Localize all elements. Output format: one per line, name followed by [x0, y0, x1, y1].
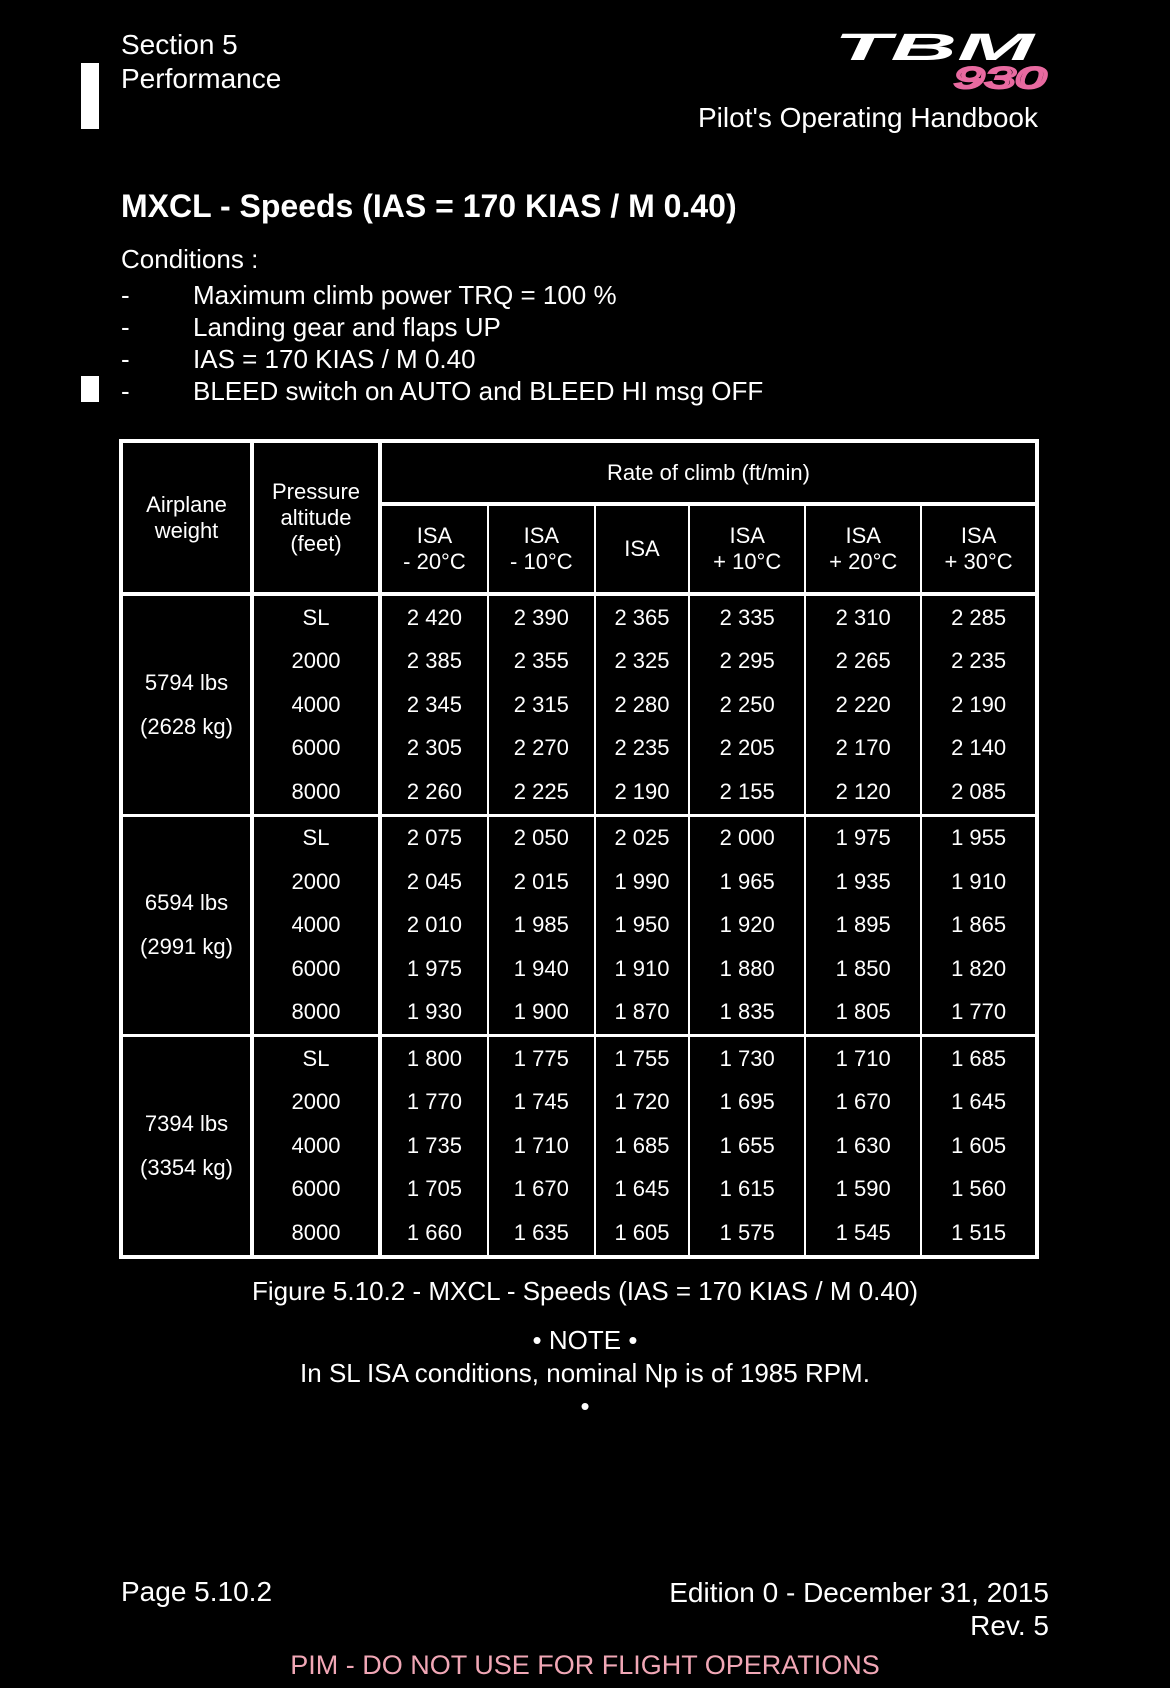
weight-column-header	[123, 443, 254, 596]
rate-cell: 1 695	[690, 1081, 806, 1125]
change-bar	[81, 63, 99, 129]
rate-cell: 1 930	[382, 991, 489, 1038]
rate-cell: 2 260	[382, 770, 489, 817]
rate-cell: 1 710	[489, 1124, 596, 1168]
rate-cell: 2 250	[690, 683, 806, 727]
header-line: ISA	[624, 536, 660, 561]
weight-cell	[123, 817, 254, 1038]
table-row	[123, 770, 1035, 817]
header-line: Airplane	[146, 491, 227, 517]
header-line: (feet)	[290, 530, 342, 556]
weight-line: (2991 kg)	[140, 934, 233, 960]
rate-cell: 1 655	[690, 1124, 806, 1168]
table-row	[123, 904, 1035, 948]
altitude-cell: 6000	[254, 727, 382, 771]
page-title: MXCL - Speeds (IAS = 170 KIAS / M 0.40)	[121, 188, 737, 224]
rate-cell: 2 075	[382, 817, 489, 861]
rate-cell: 1 560	[951, 1176, 1007, 1202]
rate-cell: 1 880	[690, 947, 806, 991]
isa-column-header	[922, 506, 1035, 596]
altitude-cell: SL	[254, 817, 382, 861]
rate-cell: 1 745	[489, 1081, 596, 1125]
rate-cell: 2 385	[382, 640, 489, 684]
page-number: Page 5.10.2	[121, 1576, 273, 1607]
header-line: ISA	[729, 523, 765, 548]
table-row	[123, 683, 1035, 727]
rate-cell: 1 985	[489, 904, 596, 948]
rate-cell: 1 775	[489, 1037, 596, 1081]
weight-line: (3354 kg)	[140, 1154, 233, 1180]
weight-cell	[123, 596, 254, 817]
rate-cell: 1 965	[690, 860, 806, 904]
rate-cell: 1 710	[806, 1037, 922, 1081]
weight-line: 5794 lbs	[144, 669, 229, 695]
header-line: ISA	[845, 523, 881, 548]
header-line: Pressure	[271, 478, 361, 504]
table-row	[123, 860, 1035, 904]
rate-cell: 1 630	[806, 1124, 922, 1168]
rate-cell: 2 205	[690, 727, 806, 771]
subsection-label: Performance	[121, 63, 282, 94]
rate-cell: 2 280	[596, 683, 690, 727]
table-row	[123, 991, 1035, 1038]
rate-cell: 1 975	[806, 817, 922, 861]
section-label: Section 5	[121, 29, 238, 60]
rate-cell: 2 010	[382, 904, 489, 948]
section-header	[121, 28, 281, 96]
weight-line: (2628 kg)	[140, 713, 233, 739]
condition-text: IAS = 170 KIAS / M 0.40	[193, 344, 476, 374]
header-line: - 20°C	[403, 549, 466, 574]
rate-cell: 2 050	[489, 817, 596, 861]
rate-cell: 2 305	[382, 727, 489, 771]
note-title: • NOTE •	[532, 1325, 638, 1355]
table-row	[123, 1081, 1035, 1125]
conditions-label: Conditions :	[121, 244, 259, 274]
altitude-cell: 8000	[254, 991, 382, 1038]
edition-info	[669, 1576, 1049, 1642]
rate-cell: 1 605	[596, 1211, 690, 1255]
altitude-cell: 4000	[254, 904, 382, 948]
altitude-cell: 2000	[254, 640, 382, 684]
note-text: In SL ISA conditions, nominal Np is of 1985 RPM.	[300, 1358, 870, 1388]
table-row	[123, 1168, 1035, 1212]
table-row	[123, 727, 1035, 771]
rate-cell: 2 190	[596, 770, 690, 817]
rate-cell: 1 670	[489, 1168, 596, 1212]
altitude-cell: SL	[254, 596, 382, 640]
rate-cell: 1 685	[596, 1124, 690, 1168]
rate-cell: 1 865	[951, 912, 1007, 938]
altitude-cell: 2000	[254, 1081, 382, 1125]
rate-cell: 2 345	[382, 683, 489, 727]
condition-item	[121, 279, 763, 311]
rate-cell: 1 870	[596, 991, 690, 1038]
rate-cell: 1 805	[806, 991, 922, 1038]
rate-cell: 1 730	[690, 1037, 806, 1081]
rate-cell: 1 820	[951, 955, 1007, 981]
header-line: + 30°C	[944, 549, 1013, 574]
weight-cell	[123, 1037, 254, 1255]
rate-cell: 2 170	[806, 727, 922, 771]
altitude-cell: 8000	[254, 1211, 382, 1255]
rate-cell: 1 660	[382, 1211, 489, 1255]
altitude-cell: SL	[254, 1037, 382, 1081]
rate-cell: 1 910	[596, 947, 690, 991]
rate-cell: 2 000	[690, 817, 806, 861]
revision: Rev. 5	[970, 1610, 1049, 1641]
rate-cell: 1 950	[596, 904, 690, 948]
rate-cell: 2 235	[951, 648, 1007, 674]
rate-cell: 1 590	[806, 1168, 922, 1212]
rate-cell: 1 940	[489, 947, 596, 991]
table-body	[123, 596, 1035, 1255]
rate-cell: 1 515	[951, 1219, 1007, 1245]
rate-cell: 2 270	[489, 727, 596, 771]
header-line: ISA	[960, 523, 997, 548]
rate-cell: 1 720	[596, 1081, 690, 1125]
isa-column-header	[596, 506, 690, 596]
rate-cell: 2 025	[596, 817, 690, 861]
edition-date: Edition 0 - December 31, 2015	[669, 1577, 1049, 1608]
rate-cell: 2 365	[596, 596, 690, 640]
table-row	[123, 1037, 1035, 1081]
condition-bullet: -	[121, 280, 130, 310]
pim-warning: PIM - DO NOT USE FOR FLIGHT OPERATIONS	[290, 1650, 880, 1680]
note-block	[0, 1324, 1170, 1423]
rate-cell: 1 770	[382, 1081, 489, 1125]
table-row	[123, 947, 1035, 991]
rate-cell: 1 645	[596, 1168, 690, 1212]
table-row	[123, 1211, 1035, 1255]
rate-cell: 2 045	[382, 860, 489, 904]
rate-cell: 2 235	[596, 727, 690, 771]
rate-cell: 2 225	[489, 770, 596, 817]
rate-of-climb-table	[119, 439, 1039, 1259]
rate-cell: 1 685	[951, 1045, 1007, 1071]
isa-column-header	[806, 506, 922, 596]
table-row	[123, 596, 1035, 640]
altitude-cell: 4000	[254, 683, 382, 727]
rate-cell: 2 155	[690, 770, 806, 817]
condition-item	[121, 375, 763, 407]
isa-column-header	[382, 506, 489, 596]
rate-cell: 2 265	[806, 640, 922, 684]
rate-cell: 2 315	[489, 683, 596, 727]
condition-text: Maximum climb power TRQ = 100 %	[193, 280, 617, 310]
rate-cell: 1 900	[489, 991, 596, 1038]
rate-cell: 2 190	[951, 691, 1007, 717]
conditions-block	[121, 244, 763, 407]
rate-cell: 2 355	[489, 640, 596, 684]
condition-bullet: -	[121, 312, 130, 342]
header-line: weight	[154, 517, 219, 543]
rate-cell: 1 615	[690, 1168, 806, 1212]
rate-cell: 1 755	[596, 1037, 690, 1081]
altitude-cell: 8000	[254, 770, 382, 817]
handbook-title: Pilot's Operating Handbook	[698, 102, 1038, 133]
condition-bullet: -	[121, 344, 130, 374]
table-header	[123, 443, 1035, 596]
rate-cell: 1 920	[690, 904, 806, 948]
weight-line: 7394 lbs	[144, 1110, 229, 1136]
figure-caption: Figure 5.10.2 - MXCL - Speeds (IAS = 170 KIAS / M 0.40)	[252, 1276, 918, 1306]
condition-item	[121, 311, 763, 343]
altitude-cell: 2000	[254, 860, 382, 904]
rate-cell: 1 705	[382, 1168, 489, 1212]
condition-bullet: -	[121, 376, 130, 406]
rate-cell: 1 605	[951, 1132, 1007, 1158]
rate-cell: 2 285	[951, 604, 1007, 630]
rate-cell: 1 835	[690, 991, 806, 1038]
altitude-cell: 6000	[254, 947, 382, 991]
rate-cell: 1 800	[382, 1037, 489, 1081]
rate-cell: 2 390	[489, 596, 596, 640]
rate-of-climb-header: Rate of climb (ft/min)	[382, 443, 1035, 506]
table-row	[123, 1124, 1035, 1168]
rate-cell: 2 295	[690, 640, 806, 684]
rate-cell: 1 850	[806, 947, 922, 991]
rate-cell: 2 335	[690, 596, 806, 640]
header-line: + 10°C	[713, 549, 782, 574]
header-line: ISA	[416, 523, 453, 548]
isa-column-header	[489, 506, 596, 596]
rate-cell: 2 420	[382, 596, 489, 640]
header-line: ISA	[523, 523, 560, 548]
rate-cell: 2 310	[806, 596, 922, 640]
rate-cell: 1 670	[806, 1081, 922, 1125]
table-row	[123, 817, 1035, 861]
rate-cell: 1 770	[922, 991, 1035, 1038]
condition-text: Landing gear and flaps UP	[193, 312, 501, 342]
rate-cell: 1 935	[806, 860, 922, 904]
isa-column-header	[690, 506, 806, 596]
rate-cell: 2 325	[596, 640, 690, 684]
rate-cell: 1 645	[951, 1089, 1007, 1115]
table-row	[123, 640, 1035, 684]
altitude-cell: 4000	[254, 1124, 382, 1168]
rate-cell: 1 975	[382, 947, 489, 991]
note-end-marker: •	[580, 1391, 590, 1421]
header-line: - 10°C	[510, 549, 573, 574]
rate-cell: 2 015	[489, 860, 596, 904]
change-bar	[81, 376, 99, 402]
weight-line: 6594 lbs	[144, 890, 229, 916]
rate-cell: 2 085	[922, 770, 1035, 817]
condition-text: BLEED switch on AUTO and BLEED HI msg OFF	[193, 376, 764, 406]
rate-cell: 1 575	[690, 1211, 806, 1255]
rate-cell: 1 545	[806, 1211, 922, 1255]
altitude-column-header	[254, 443, 382, 596]
altitude-cell: 6000	[254, 1168, 382, 1212]
rate-cell: 2 140	[951, 735, 1007, 761]
rate-cell: 2 120	[806, 770, 922, 817]
condition-item	[121, 343, 763, 375]
rate-cell: 1 990	[596, 860, 690, 904]
rate-cell: 1 910	[951, 868, 1007, 894]
rate-cell: 1 635	[489, 1211, 596, 1255]
rate-cell: 1 895	[806, 904, 922, 948]
tbm-930-logo	[830, 30, 1050, 90]
rate-cell: 1 735	[382, 1124, 489, 1168]
rate-cell: 2 220	[806, 683, 922, 727]
header-line: + 20°C	[829, 549, 898, 574]
header-line: altitude	[280, 504, 352, 530]
logo-top-text: TBM	[834, 30, 1038, 69]
rate-cell: 1 955	[951, 825, 1007, 851]
logo-bottom-text: 930	[954, 62, 1047, 90]
